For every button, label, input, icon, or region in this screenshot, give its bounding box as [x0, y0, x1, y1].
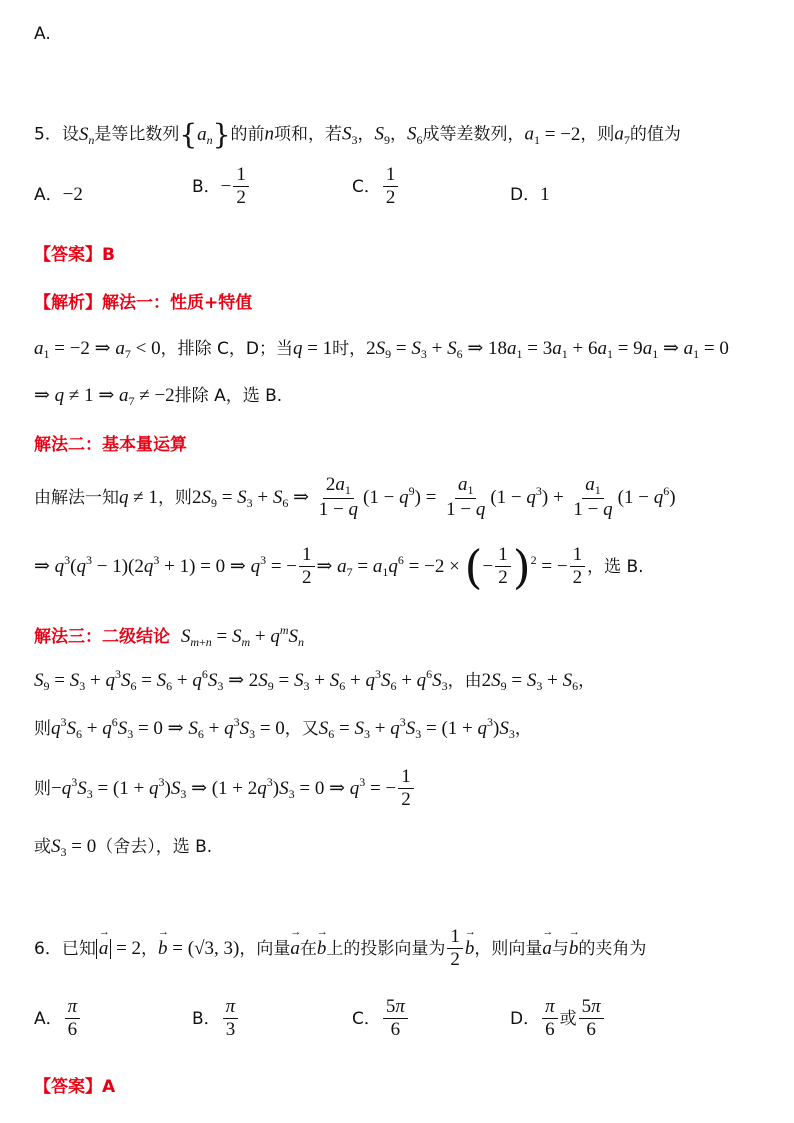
method-2-title: 解法二：基本量运算 — [34, 435, 187, 455]
method-3-title: 解法三：二级结论 $S_{m+n} = S_m + q^mS_n$ — [34, 623, 305, 649]
solution-1-line-2: ⇒ q ≠ 1 ⇒ $a_7 \ne -2$排除 A，选 B. — [34, 385, 283, 408]
question-5-stem: 5．设$S_n$是等比数列$\{a_n\}$的前n项和，若$S_3$，$S_9$，$S_6$成等差数列，$a_1 = -2$，则$a_7$的值为 — [34, 118, 681, 151]
q6-answer-tag: 【答案】A — [34, 1077, 116, 1097]
q5-option-c[interactable]: C． $\frac{1}{2}$ — [352, 164, 400, 210]
q5-option-b[interactable]: B．− $\frac{1}{2}$ — [192, 164, 251, 210]
solution-1-line-1: $a_1 = -2$ ⇒ $a_7 < 0$，排除 C，D；当q = 1时，$2S_9 = S_3 + S_6$ ⇒ $18a_1 = 3a_1 + 6a_1 = 9a_1$ ⇒ $a_1 = 0$ — [34, 338, 729, 361]
solution-2-line-1: 由解法一知q ≠ 1，则$2S_9 = S_3 + S_6$ ⇒ $\frac{2a_1}{1 - q}$ $(1 - q^9)$ = $\frac{a_1}{1 - q}$ $(1 - q^3)$ + $\frac{a_1}{1 - q}$ $(1 - q^6)$ — [34, 474, 676, 520]
solution-3-line-3: 则$-q^3S_3 = (1 + q^3)S_3$ ⇒ $(1 + 2q^3)S_3 = 0$ ⇒ $q^3$ = − $\frac{1}{2}$ — [34, 766, 416, 812]
solution-3-line-4: 或$S_3 = 0$（舍去），选 B. — [34, 836, 213, 859]
q6-option-a[interactable]: A． $\frac{\pi}{6}$ — [34, 996, 82, 1042]
solution-3-line-1: $S_9 = S_3 + q^3S_6 = S_6 + q^6S_3$ ⇒ $2S_9 = S_3 + S_6 + q^3S_6 + q^6S_3$，由$2S_9 = S_3 + S_6$， — [34, 667, 596, 693]
previous-answer: A. — [34, 24, 51, 44]
q5-option-a[interactable]: A．−2 — [34, 184, 83, 205]
solution-3-line-2: 则$q^3S_6 + q^6S_3 = 0$ ⇒ $S_6 + q^3S_3 = 0$，又$S_6 = S_3 + q^3S_3 = (1 + q^3)S_3$， — [34, 715, 532, 741]
q5-option-d[interactable]: D．1 — [510, 184, 550, 205]
q6-option-b[interactable]: B． $\frac{\pi}{3}$ — [192, 996, 240, 1042]
q6-option-c[interactable]: C． $\frac{5\pi}{6}$ — [352, 996, 410, 1042]
question-6-stem: 6．已知→ a = 2，→ b = (√3, 3)，向量→ a在→ b上的投影向量为 $\frac{1}{2}$ → b，则向量→ a与→ b的夹角为 — [34, 926, 646, 972]
q5-answer-tag: 【答案】B — [34, 245, 115, 265]
q5-analysis-tag: 【解析】解法一：性质+特值 — [34, 293, 253, 313]
q6-option-d[interactable]: D． $\frac{\pi}{6}$ 或 $\frac{5\pi}{6}$ — [510, 996, 606, 1042]
solution-2-line-2: ⇒ $q^3(q^3 - 1)(2q^3 + 1) = 0$ ⇒ $q^3$ = − $\frac{1}{2}$ ⇒ $a_7 = a_1q^6 = -2$ × (− $\frac{1}{2}$ )$^2$ = − $\frac{1}{2}$ ，选 B. — [34, 540, 644, 594]
